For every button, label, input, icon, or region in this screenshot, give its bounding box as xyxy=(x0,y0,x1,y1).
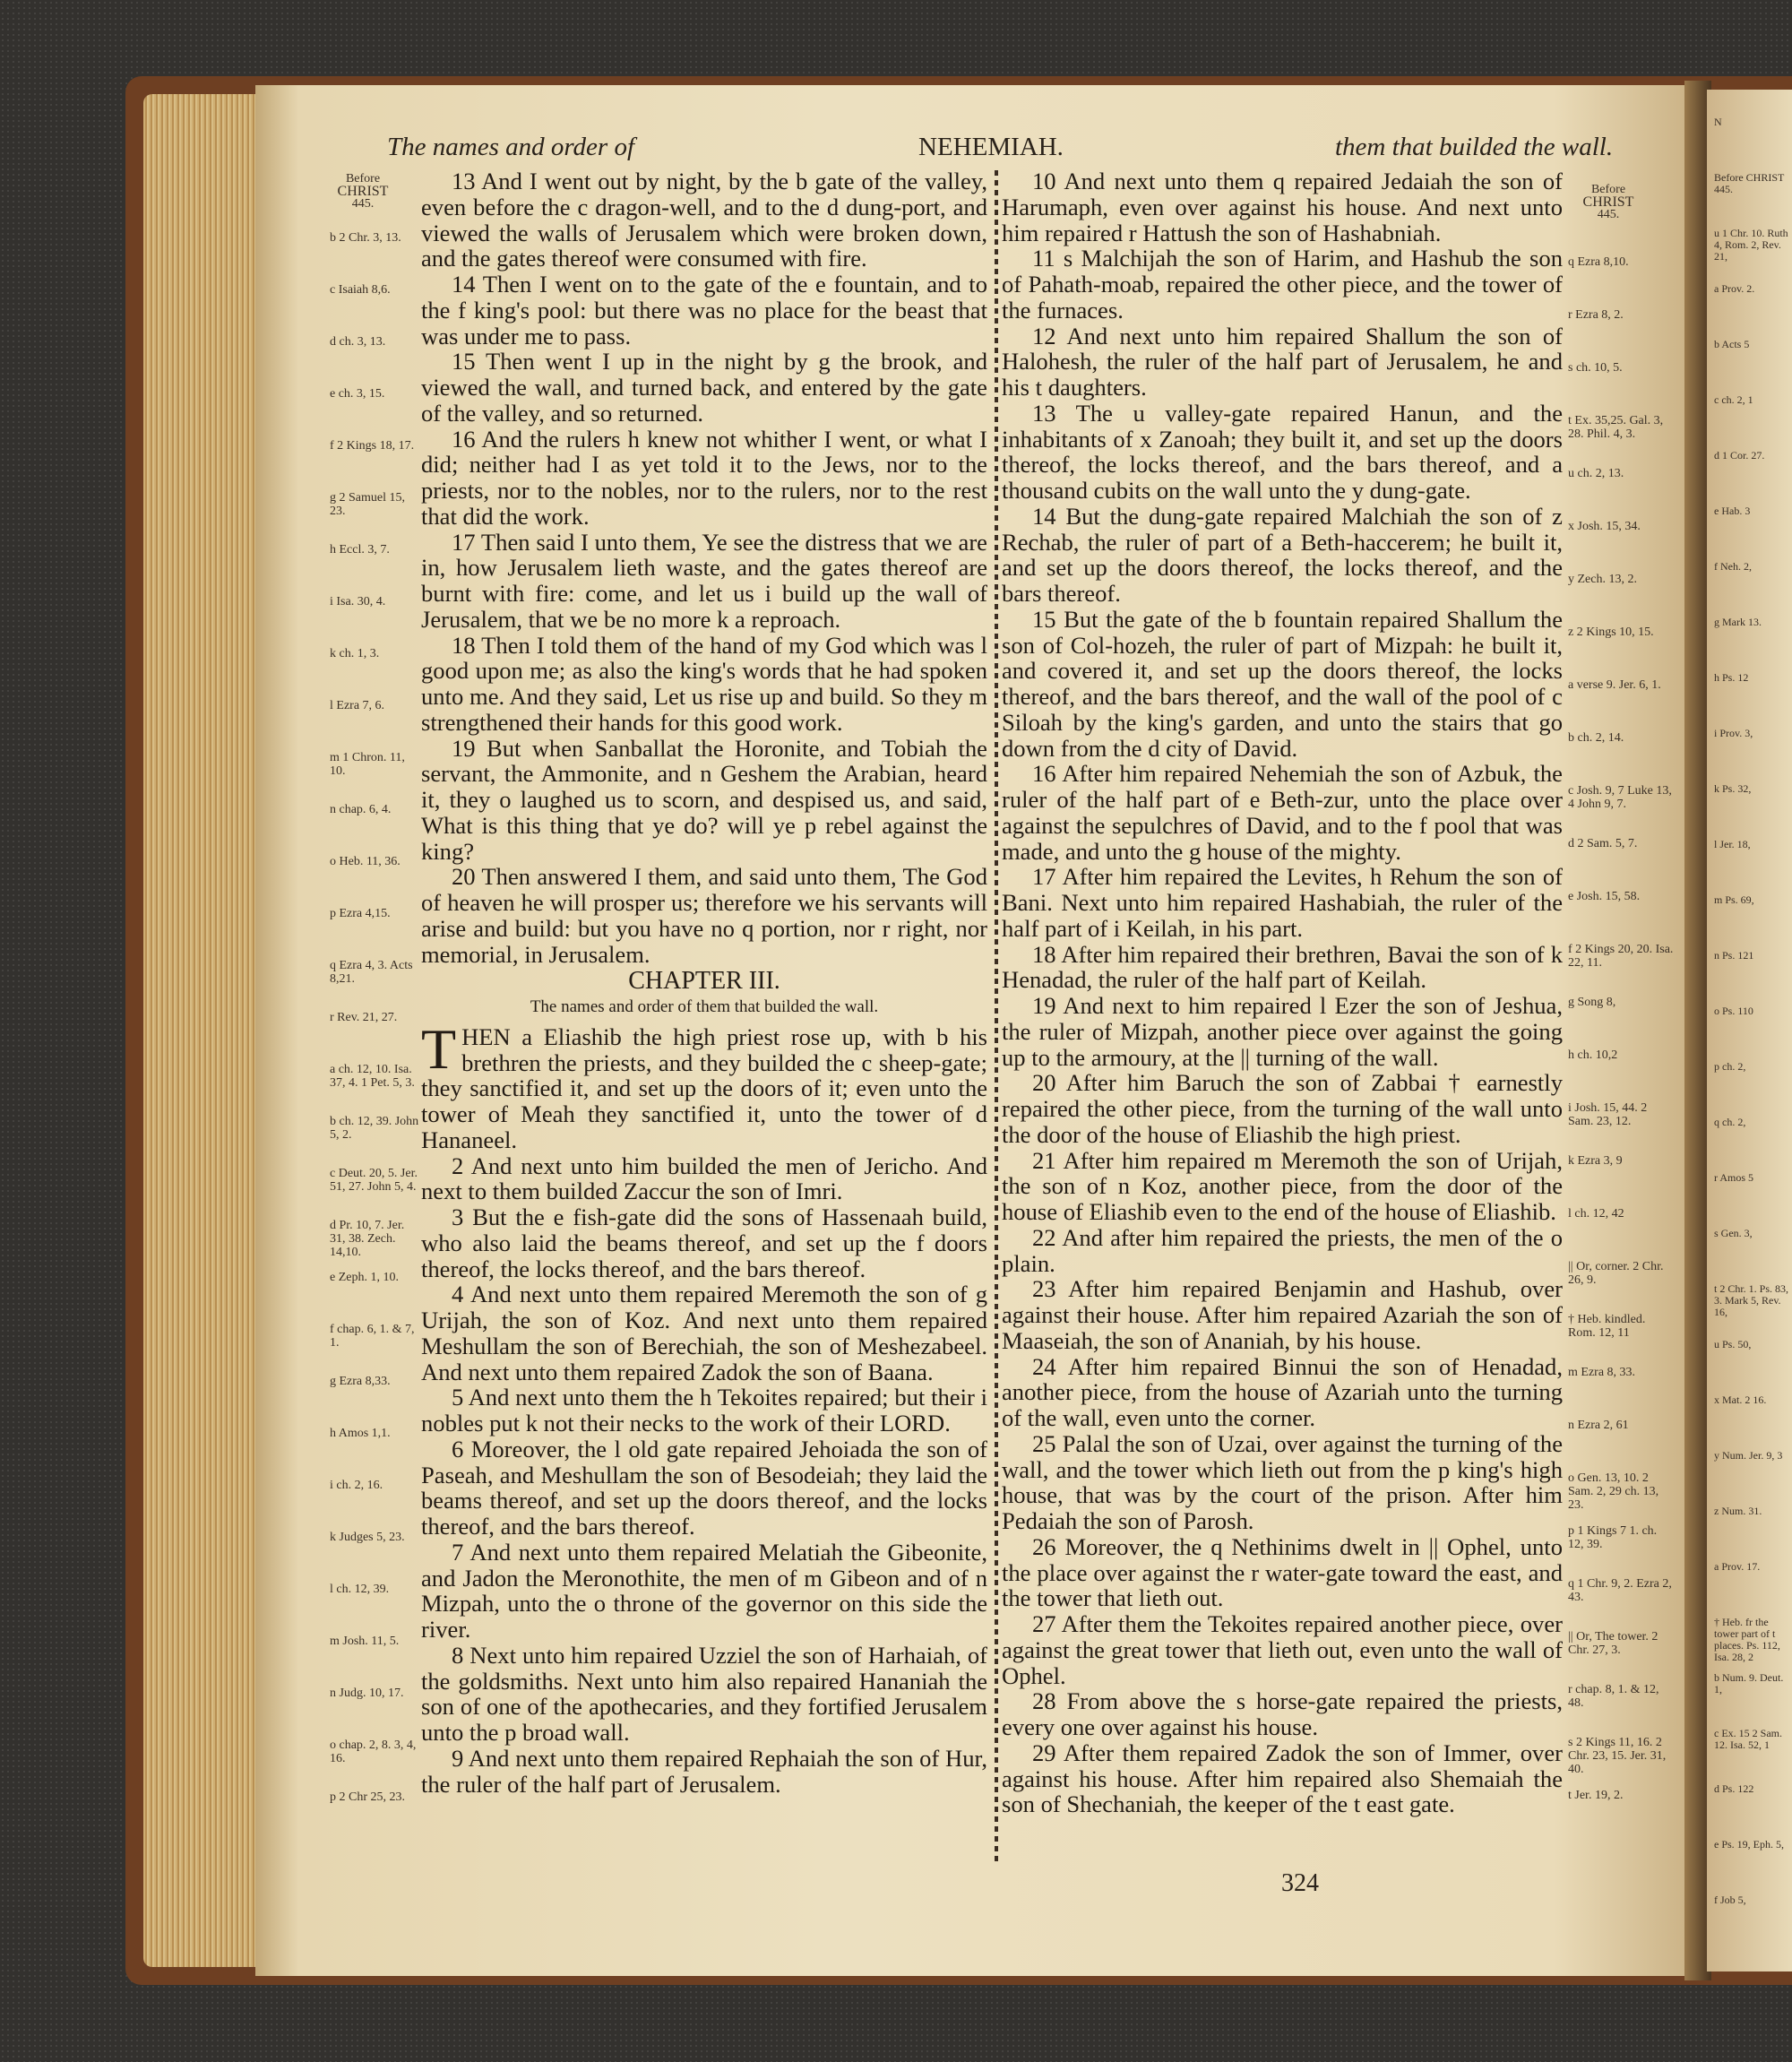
margin-reference: l ch. 12, 42 xyxy=(1568,1207,1624,1221)
verse: 20 After him Baruch the son of Zabbai † earnestly repaired the other piece, from the turning of the wall unto the door of the house of Eliashib the high priest. xyxy=(1002,1069,1563,1148)
margin-reference: n Ps. 121 xyxy=(1714,949,1754,962)
before-label: Before xyxy=(345,172,381,185)
margin-reference: r Ezra 8, 2. xyxy=(1568,308,1624,322)
margin-reference: y Num. Jer. 9, 3 xyxy=(1714,1449,1783,1462)
chapter-first-verse xyxy=(421,1016,987,1153)
margin-reference: e Zeph. 1, 10. xyxy=(330,1271,399,1284)
header-right: them that builded the wall. xyxy=(1335,133,1614,161)
margin-reference: d 1 Cor. 27. xyxy=(1714,449,1765,462)
year-label: 445. xyxy=(351,197,375,211)
verse: 8 Next unto him repaired Uzziel the son of Harhaiah, of the goldsmiths. Next unto him also repaired Hananiah the son of one of the apothecaries, and they fortified Jerusalem unto the p broad wall. xyxy=(421,1641,987,1746)
margin-reference: d Pr. 10, 7. Jer. 31, 38. Zech. 14,10. xyxy=(330,1219,405,1259)
verse: 6 Moreover, the l old gate repaired Jehoiada the son of Paseah, and Meshullam the son of Besodeiah; they laid the beams thereof, and set up the doors thereof, and the locks thereof, and the bars thereof. xyxy=(421,1435,987,1540)
verse: 2 And next unto him builded the men of Jericho. And next to them builded Zaccur the son of Imri. xyxy=(421,1152,987,1205)
margin-reference: c Josh. 9, 7 Luke 13, 4 John 9, 7. xyxy=(1568,784,1672,811)
verse: 25 Palal the son of Uzai, over against the turning of the wall, and the tower which lieth out from the p king's high house, that was by the court of the prison. After him Pedaiah the son of Parosh. xyxy=(1002,1429,1563,1534)
margin-reference: l Ezra 7, 6. xyxy=(330,699,385,712)
margin-reference: b ch. 2, 14. xyxy=(1568,731,1624,745)
margin-reference: || Or, The tower. 2 Chr. 27, 3. xyxy=(1568,1630,1658,1657)
margin-reference: f Neh. 2, xyxy=(1714,560,1752,573)
margin-reference: x Mat. 2 16. xyxy=(1714,1393,1767,1406)
margin-reference: Before CHRIST 445. xyxy=(1714,171,1785,195)
margin-reference: i Prov. 3, xyxy=(1714,727,1753,739)
margin-reference: z 2 Kings 10, 15. xyxy=(1568,626,1654,639)
page-edges xyxy=(143,94,260,1967)
margin-reference: u ch. 2, 13. xyxy=(1568,467,1624,480)
drop-cap: T xyxy=(421,1016,457,1081)
header-title: NEHEMIAH. xyxy=(918,133,1064,161)
margin-reference: g Mark 13. xyxy=(1714,616,1762,628)
column-divider xyxy=(995,170,998,1864)
left-column xyxy=(421,168,987,1797)
margin-reference: f chap. 6, 1. & 7, 1. xyxy=(330,1323,415,1350)
verse: 18 Then I told them of the hand of my God which was l good upon me; as also the king's words that he had spoken unto me. And they said, Let us rise up and build. So they m strengthened their hands for this good work. xyxy=(421,631,987,736)
verse: 21 After him repaired m Meremoth the son of Urijah, the son of n Koz, another piece, from the door of the house of Eliashib even to the end of the house of Eliashib. xyxy=(1002,1146,1563,1225)
verse: 17 Then said I unto them, Ye see the distress that we are in, how Jerusalem lieth waste, and the gates thereof are burnt with fire: come, and let us i build up the wall of Jerusalem, that we be no more k a reproach. xyxy=(421,528,987,633)
margin-reference: u Ps. 50, xyxy=(1714,1338,1752,1350)
margin-reference: o Gen. 13, 10. 2 Sam. 2, 29 ch. 13, 23. xyxy=(1568,1471,1659,1512)
chapter-summary: The names and order of them that builded the wall. xyxy=(530,997,879,1016)
margin-reference: q 1 Chr. 9, 2. Ezra 2, 43. xyxy=(1568,1577,1672,1604)
margin-reference: s Gen. 3, xyxy=(1714,1227,1753,1239)
margin-reference: l Jer. 18, xyxy=(1714,838,1751,850)
verse: 22 And after him repaired the priests, the men of the o plain. xyxy=(1002,1223,1563,1277)
margin-reference: N xyxy=(1714,116,1722,128)
christ-label: CHRIST xyxy=(337,184,389,199)
margin-reference: m Josh. 11, 5. xyxy=(330,1635,400,1648)
margin-reference: c Ex. 15 2 Sam. 12. Isa. 52, 1 xyxy=(1714,1727,1782,1751)
right-margin-notes xyxy=(1568,255,1676,1868)
verse: 5 And next unto them the h Tekoites repaired; but their i nobles put k not their necks to the work of their LORD. xyxy=(421,1384,987,1436)
chapter-title: CHAPTER III. xyxy=(628,967,780,996)
right-verses xyxy=(1002,168,1563,1817)
margin-reference: d 2 Sam. 5, 7. xyxy=(1568,837,1638,850)
verse: 15 But the gate of the b fountain repaired Shallum the son of Col-hozeh, the ruler of part of Mizpah: he built it, and covered it, and set up the doors thereof, the locks thereof, and the bars thereof, and the wall of the pool of c Siloah by the king's garden, and unto the stairs that go down from the d city of David. xyxy=(1002,605,1563,762)
margin-reference: p Ezra 4,15. xyxy=(330,907,391,920)
margin-reference: c ch. 2, 1 xyxy=(1714,393,1753,406)
header-left: The names and order of xyxy=(387,133,635,161)
margin-reference: z Num. 31. xyxy=(1714,1505,1762,1517)
margin-reference: f 2 Kings 20, 20. Isa. 22, 11. xyxy=(1568,943,1674,970)
verse: 19 And next to him repaired l Ezer the son of Jeshua, the ruler of Mizpah, another piece over against the going up to the armoury, at the || turning of the wall. xyxy=(1002,992,1563,1071)
margin-reference: m Ezra 8, 33. xyxy=(1568,1366,1636,1379)
margin-reference: † Heb. kindled. Rom. 12, 11 xyxy=(1568,1313,1646,1340)
facing-page xyxy=(1707,90,1792,1971)
margin-reference: b Num. 9. Deut. 1, xyxy=(1714,1671,1784,1695)
margin-reference: s ch. 10, 5. xyxy=(1568,361,1623,375)
margin-reference: b Acts 5 xyxy=(1714,338,1750,350)
margin-reference: o chap. 2, 8. 3, 4, 16. xyxy=(330,1738,417,1765)
margin-reference: r Amos 5 xyxy=(1714,1171,1754,1184)
margin-reference: n Judg. 10, 17. xyxy=(330,1687,404,1700)
margin-reference: a verse 9. Jer. 6, 1. xyxy=(1568,678,1661,692)
margin-reference: r chap. 8, 1. & 12, 48. xyxy=(1568,1683,1659,1710)
verse: 14 Then I went on to the gate of the e fountain, and to the f king's pool: but there was no place for the beast that was under me to pass. xyxy=(421,271,987,349)
left-margin-notes xyxy=(330,231,419,1853)
verse: 15 Then went I up in the night by g the brook, and viewed the wall, and turned back, and entered by the gate of the valley, and so returned. xyxy=(421,348,987,427)
margin-reference: f Job 5, xyxy=(1714,1894,1746,1906)
margin-reference: g 2 Samuel 15, 23. xyxy=(330,491,405,518)
margin-reference: t 2 Chr. 1. Ps. 83, 3. Mark 5, Rev. 16, xyxy=(1714,1282,1789,1318)
right-column xyxy=(1002,168,1563,1817)
christ-label: CHRIST xyxy=(1582,194,1634,210)
margin-reference: h Amos 1,1. xyxy=(330,1427,391,1440)
margin-reference: i ch. 2, 16. xyxy=(330,1479,383,1492)
margin-reference: h ch. 10,2 xyxy=(1568,1048,1618,1062)
verse: 12 And next unto him repaired Shallum the son of Halohesh, the ruler of the half part of Jerusalem, he and his t daughters. xyxy=(1002,322,1563,401)
left-verses xyxy=(421,168,987,967)
margin-reference: i Isa. 30, 4. xyxy=(330,595,386,608)
margin-reference: a Prov. 17. xyxy=(1714,1560,1761,1573)
margin-reference: s 2 Kings 11, 16. 2 Chr. 23, 15. Jer. 31, 40. xyxy=(1568,1736,1667,1776)
margin-reference: h Ps. 12 xyxy=(1714,671,1749,684)
verse: 24 After him repaired Binnui the son of Henadad, another piece, from the house of Azariah unto the turning of the wall, even unto the corner. xyxy=(1002,1352,1563,1431)
verse: 27 After them the Tekoites repaired another piece, over against the great tower that lieth out, even unto the wall of Ophel. xyxy=(1002,1610,1563,1689)
margin-reference: a ch. 12, 10. Isa. 37, 4. 1 Pet. 5, 3. xyxy=(330,1063,415,1090)
margin-reference: n chap. 6, 4. xyxy=(330,803,392,816)
year-label: 445. xyxy=(1597,208,1620,221)
verse: 17 After him repaired the Levites, h Rehum the son of Bani. Next unto him repaired Hashabiah, the ruler of the half part of i Keilah, in his part. xyxy=(1002,863,1563,942)
margin-reference: † Heb. fr the tower part of t places. Ps. 112, Isa. 28, 2 xyxy=(1714,1616,1780,1663)
verse: 10 And next unto them q repaired Jedaiah the son of Harumaph, even over against his house. And next unto him repaired r Hattush the son of Hashabniah. xyxy=(1002,168,1563,246)
verse: 18 After him repaired their brethren, Bavai the son of k Henadad, the ruler of the half part of Keilah. xyxy=(1002,940,1563,994)
margin-reference: f 2 Kings 18, 17. xyxy=(330,439,415,453)
margin-reference: t Ex. 35,25. Gal. 3, 28. Phil. 4, 3. xyxy=(1568,414,1664,441)
before-christ-right xyxy=(1572,184,1644,221)
margin-reference: m Ps. 69, xyxy=(1714,893,1754,906)
margin-reference: d Ps. 122 xyxy=(1714,1782,1754,1795)
margin-reference: i Josh. 15, 44. 2 Sam. 23, 12. xyxy=(1568,1101,1648,1128)
verse: 20 Then answered I them, and said unto them, The God of heaven he will prosper us; therefore we his servants will arise and build: but you have no q portion, nor r right, nor memorial, in Jerusalem. xyxy=(421,863,987,968)
verse: 7 And next unto them repaired Melatiah the Gibeonite, and Jadon the Meronothite, the men of m Gibeon and of n Mizpah, unto the o throne of the governor on this side the river. xyxy=(421,1538,987,1643)
margin-reference: h Eccl. 3, 7. xyxy=(330,543,390,556)
left-verses-ch3 xyxy=(421,1153,987,1798)
margin-reference: e Ps. 19, Eph. 5, xyxy=(1714,1838,1784,1851)
margin-reference: || Or, corner. 2 Chr. 26, 9. xyxy=(1568,1260,1664,1287)
margin-reference: b 2 Chr. 3, 13. xyxy=(330,231,401,245)
margin-reference: o Heb. 11, 36. xyxy=(330,855,401,868)
verse: 19 But when Sanballat the Horonite, and Tobiah the servant, the Ammonite, and n Geshem the Arabian, heard it, they o laughed us to scorn, and despised us, and said, What is this thing that ye do? will ye p rebel against the king? xyxy=(421,734,987,865)
verse: 4 And next unto them repaired Meremoth the son of g Urijah, the son of Koz. And next unto them repaired Meshullam the son of Berechiah, the son of Meshezabeel. And next unto them repaired Zadok the son of Baana. xyxy=(421,1281,987,1385)
margin-reference: c Isaiah 8,6. xyxy=(330,283,391,297)
margin-reference: p 1 Kings 7 1. ch. 12, 39. xyxy=(1568,1524,1658,1551)
margin-reference: n Ezra 2, 61 xyxy=(1568,1419,1629,1432)
margin-reference: c Deut. 20, 5. Jer. 51, 27. John 5, 4. xyxy=(330,1167,418,1194)
margin-reference: m 1 Chron. 11, 10. xyxy=(330,751,405,778)
margin-reference: e ch. 3, 15. xyxy=(330,387,385,401)
margin-reference: q Ezra 8,10. xyxy=(1568,255,1629,269)
margin-reference: o Ps. 110 xyxy=(1714,1005,1753,1017)
margin-reference: g Song 8, xyxy=(1568,996,1616,1009)
margin-reference: a Prov. 2. xyxy=(1714,282,1755,295)
margin-reference: g Ezra 8,33. xyxy=(330,1375,391,1388)
margin-reference: k Ps. 32, xyxy=(1714,782,1752,795)
page-number: 324 xyxy=(1281,1869,1319,1897)
margin-reference: e Josh. 15, 58. xyxy=(1568,890,1641,903)
margin-reference: q ch. 2, xyxy=(1714,1116,1746,1128)
verse: 14 But the dung-gate repaired Malchiah the son of z Rechab, the ruler of part of a Beth-haccerem; he built it, and set up the doors thereof, the locks thereof, and the bars thereof. xyxy=(1002,502,1563,607)
margin-reference: d ch. 3, 13. xyxy=(330,335,386,349)
margin-reference: p 2 Chr 25, 23. xyxy=(330,1790,405,1804)
margin-reference: t Jer. 19, 2. xyxy=(1568,1789,1624,1802)
verse: 16 And the rulers h knew not whither I went, or what I did; neither had I as yet told it to the Jews, nor to the priests, nor to the nobles, nor to the rulers, nor to the rest that did the work. xyxy=(421,425,987,530)
verse: 13 The u valley-gate repaired Hanun, and the inhabitants of x Zanoah; they built it, and set up the doors thereof, the locks thereof, and the bars thereof, and a thousand cubits on the wall unto the y dung-gate. xyxy=(1002,399,1563,504)
before-christ-left xyxy=(332,173,394,211)
verse: 26 Moreover, the q Nethinims dwelt in || Ophel, unto the place over against the r water-gate toward the east, and the tower that lieth out. xyxy=(1002,1532,1563,1612)
margin-reference: b ch. 12, 39. John 5, 2. xyxy=(330,1115,419,1142)
verse: 3 But the e fish-gate did the sons of Hassenaah build, who also laid the beams thereof, and set up the f doors thereof, the locks thereof, and the bars thereof. xyxy=(421,1204,987,1282)
verse: 28 From above the s horse-gate repaired the priests, every one over against his house. xyxy=(1002,1687,1563,1740)
margin-reference: e Hab. 3 xyxy=(1714,505,1751,517)
margin-reference: k Judges 5, 23. xyxy=(330,1531,405,1544)
margin-reference: l ch. 12, 39. xyxy=(330,1583,390,1596)
margin-reference: p ch. 2, xyxy=(1714,1060,1746,1073)
margin-reference: u 1 Chr. 10. Ruth 4, Rom. 2, Rev. 21, xyxy=(1714,227,1788,263)
margin-reference: q Ezra 4, 3. Acts 8,21. xyxy=(330,959,413,986)
verse: 16 After him repaired Nehemiah the son of Azbuk, the ruler of the half part of e Beth-zur, unto the place over against the sepulchres of David, and to the f pool that was made, and unto the g house of the mighty. xyxy=(1002,760,1563,865)
margin-reference: y Zech. 13, 2. xyxy=(1568,573,1637,586)
verse: 9 And next unto them repaired Rephaiah the son of Hur, the ruler of the half part of Jerusalem. xyxy=(421,1744,987,1798)
margin-reference: k ch. 1, 3. xyxy=(330,647,380,660)
first-verse-text: HEN a Eliashib the high priest rose up, with b his brethren the priests, and they builded the c sheep-gate; they sanctified it, and set up the doors of it; even unto the tower of Meah they sanctified it, unto the tower of d Hananeel. xyxy=(421,1022,987,1153)
margin-reference: x Josh. 15, 34. xyxy=(1568,520,1641,533)
verse: 23 After him repaired Benjamin and Hashub, over against their house. After him repaired Azariah the son of Maaseiah, the son of Ananiah, by his house. xyxy=(1002,1275,1563,1354)
margin-reference: r Rev. 21, 27. xyxy=(330,1011,398,1024)
verse: 11 s Malchijah the son of Harim, and Hashub the son of Pahath-moab, repaired the other piece, and the tower of the furnaces. xyxy=(1002,245,1563,324)
margin-reference: k Ezra 3, 9 xyxy=(1568,1154,1623,1168)
before-label: Before xyxy=(1590,183,1626,196)
verse: 29 After them repaired Zadok the son of Immer, over against his house. After him repaired also Shemaiah the son of Shechaniah, the keeper of the t east gate. xyxy=(1002,1738,1563,1818)
verse: 13 And I went out by night, by the b gate of the valley, even before the c dragon-well, and to the d dung-port, and viewed the walls of Jerusalem which were broken down, and the gates thereof were consumed with fire. xyxy=(421,168,987,272)
